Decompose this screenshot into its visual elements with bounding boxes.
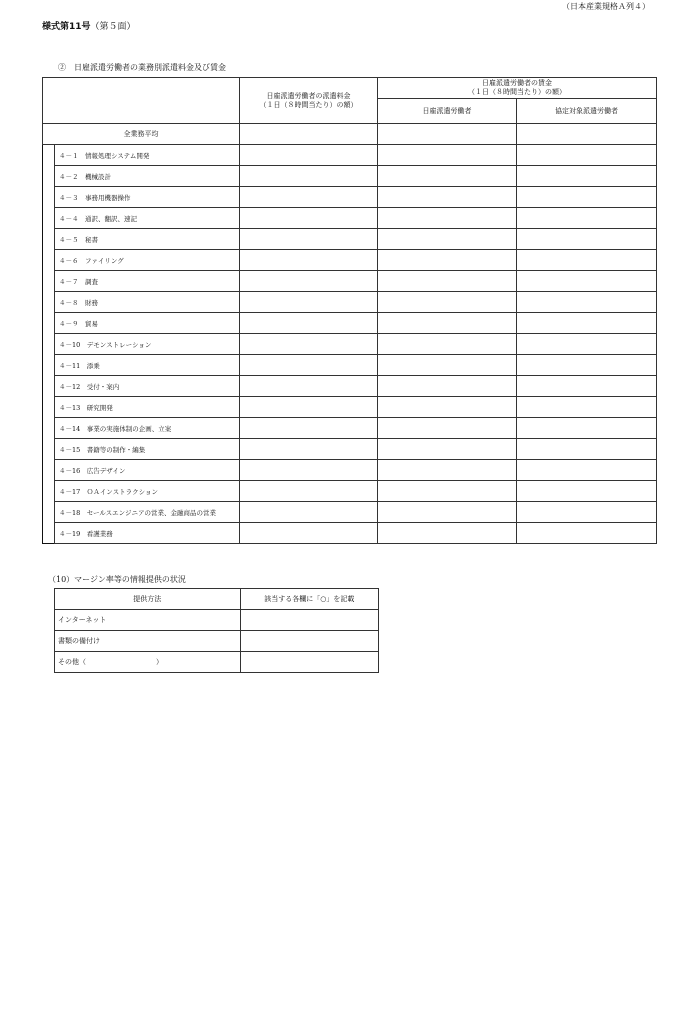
all-average-label: 全業務平均 [43, 124, 240, 145]
wage-header-line1: 日雇派遣労働者の賃金 [482, 79, 552, 88]
fee-cell[interactable] [240, 208, 378, 229]
wage-daily-cell[interactable] [378, 523, 517, 544]
wage-daily-cell[interactable] [378, 376, 517, 397]
margin-info-table [54, 588, 379, 673]
wage-agreement-cell[interactable] [517, 250, 657, 271]
fee-cell[interactable] [240, 397, 378, 418]
table-row [43, 334, 657, 355]
wage-agreement-cell[interactable] [517, 124, 657, 145]
wage-agreement-cell[interactable] [517, 376, 657, 397]
wage-agreement-cell[interactable] [517, 502, 657, 523]
job-label: ４－19 看護業務 [55, 523, 240, 544]
wage-agreement-cell[interactable] [517, 313, 657, 334]
fee-cell[interactable] [240, 418, 378, 439]
job-label: ４－15 書籍等の制作・編集 [55, 439, 240, 460]
mark-cell[interactable] [240, 610, 378, 631]
table-row [43, 355, 657, 376]
job-label: ４－８ 財務 [55, 292, 240, 313]
table-row [43, 502, 657, 523]
fee-cell[interactable] [240, 376, 378, 397]
job-label: ４－14 事業の実施体制の企画、立案 [55, 418, 240, 439]
method-header: 提供方法 [55, 589, 241, 610]
table-row [43, 271, 657, 292]
job-label: ４－18 セールスエンジニアの営業、金融商品の営業 [55, 502, 240, 523]
wage-agreement-cell[interactable] [517, 229, 657, 250]
wage-daily-cell[interactable] [378, 481, 517, 502]
fee-header-line2: （１日（８時間当たり）の額） [259, 100, 358, 109]
table-row [43, 187, 657, 208]
job-label: ４－３ 事務用機器操作 [55, 187, 240, 208]
other-close-label: ） [156, 658, 163, 666]
fee-cell[interactable] [240, 250, 378, 271]
wage-agreement-cell[interactable] [517, 166, 657, 187]
wage-daily-cell[interactable] [378, 124, 517, 145]
wage-header-line2: （１日（８時間当たり）の額） [468, 88, 566, 96]
wage-agreement-cell[interactable] [517, 439, 657, 460]
fee-cell[interactable] [240, 460, 378, 481]
job-label: ４－９ 貿易 [55, 313, 240, 334]
job-label: ４－７ 調査 [55, 271, 240, 292]
wage-sub-header-daily: 日雇派遣労働者 [378, 99, 517, 124]
job-label: ４－13 研究開発 [55, 397, 240, 418]
wage-daily-cell[interactable] [378, 355, 517, 376]
form-number [42, 19, 136, 32]
fee-cell[interactable] [240, 334, 378, 355]
wage-agreement-cell[interactable] [517, 271, 657, 292]
fee-cell[interactable] [240, 502, 378, 523]
form-number-label: 様式第11号 [42, 22, 91, 32]
job-label: ４－17 ＯＡインストラクション [55, 481, 240, 502]
fee-cell[interactable] [240, 439, 378, 460]
table-row [43, 481, 657, 502]
fee-cell[interactable] [240, 355, 378, 376]
table-row [43, 439, 657, 460]
mark-header: 該当する各欄に「○」を記載 [240, 589, 378, 610]
method-internet: インターネット [55, 610, 241, 631]
method-documents: 書類の備付け [55, 631, 241, 652]
wage-daily-cell[interactable] [378, 187, 517, 208]
other-open-label: その他（ [58, 658, 86, 666]
wage-agreement-cell[interactable] [517, 187, 657, 208]
wage-daily-cell[interactable] [378, 145, 517, 166]
wage-agreement-cell[interactable] [517, 355, 657, 376]
fee-header [240, 78, 378, 124]
job-label: ４－16 広告デザイン [55, 460, 240, 481]
job-label: ４－５ 秘書 [55, 229, 240, 250]
table-row [43, 229, 657, 250]
job-label: ４－６ ファイリング [55, 250, 240, 271]
table-row [43, 418, 657, 439]
wage-daily-cell[interactable] [378, 334, 517, 355]
table-row [43, 166, 657, 187]
header-blank-cell [43, 78, 240, 124]
table-row [55, 589, 379, 610]
section10-title: （10）マージン率等の情報提供の状況 [48, 575, 186, 584]
fee-cell[interactable] [240, 481, 378, 502]
table-row [55, 610, 379, 631]
wage-daily-cell[interactable] [378, 208, 517, 229]
wage-daily-cell[interactable] [378, 250, 517, 271]
job-label: ４－１ 情報処理システム開発 [55, 145, 240, 166]
wage-header [378, 78, 657, 99]
job-label: ４－２ 機械設計 [55, 166, 240, 187]
job-label: ４－11 添乗 [55, 355, 240, 376]
mark-cell[interactable] [240, 652, 378, 673]
method-other [55, 652, 241, 673]
table-row [43, 208, 657, 229]
job-label: ４－10 デモンストレーション [55, 334, 240, 355]
fee-cell[interactable] [240, 124, 378, 145]
fee-cell[interactable] [240, 145, 378, 166]
wage-agreement-cell[interactable] [517, 460, 657, 481]
wage-daily-cell[interactable] [378, 271, 517, 292]
fee-cell[interactable] [240, 523, 378, 544]
wage-daily-cell[interactable] [378, 502, 517, 523]
section2-title: ② 日雇派遣労働者の業務別派遣料金及び賃金 [58, 63, 226, 72]
table-row [43, 292, 657, 313]
fee-cell[interactable] [240, 292, 378, 313]
fee-cell[interactable] [240, 166, 378, 187]
mark-cell[interactable] [240, 631, 378, 652]
job-label: ４－４ 通訳、翻訳、速記 [55, 208, 240, 229]
wage-agreement-cell[interactable] [517, 145, 657, 166]
table-row [43, 523, 657, 544]
table-row [43, 460, 657, 481]
fee-cell[interactable] [240, 187, 378, 208]
indent-column [43, 145, 55, 544]
wage-daily-cell[interactable] [378, 418, 517, 439]
fee-header-line1: 日雇派遣労働者の派遣料金 [266, 91, 351, 100]
wage-agreement-cell[interactable] [517, 208, 657, 229]
wage-daily-cell[interactable] [378, 292, 517, 313]
wage-agreement-cell[interactable] [517, 292, 657, 313]
wage-agreement-cell[interactable] [517, 418, 657, 439]
fee-cell[interactable] [240, 229, 378, 250]
fee-cell[interactable] [240, 313, 378, 334]
table-row [43, 313, 657, 334]
wage-agreement-cell[interactable] [517, 397, 657, 418]
fee-cell[interactable] [240, 271, 378, 292]
wage-daily-cell[interactable] [378, 313, 517, 334]
table-row [43, 250, 657, 271]
table-row [55, 631, 379, 652]
wage-sub-header-agreement: 協定対象派遣労働者 [517, 99, 657, 124]
page-note: （第５面） [90, 22, 136, 32]
standard-size-note: （日本産業規格Ａ列４） [562, 2, 650, 11]
wage-agreement-cell[interactable] [517, 523, 657, 544]
job-label: ４－12 受付・案内 [55, 376, 240, 397]
wage-agreement-cell[interactable] [517, 334, 657, 355]
table-row [55, 652, 379, 673]
wage-daily-cell[interactable] [378, 229, 517, 250]
wage-daily-cell[interactable] [378, 166, 517, 187]
table-row [43, 397, 657, 418]
table-row [43, 376, 657, 397]
wage-daily-cell[interactable] [378, 439, 517, 460]
wage-daily-cell[interactable] [378, 460, 517, 481]
wage-daily-cell[interactable] [378, 397, 517, 418]
wage-agreement-cell[interactable] [517, 481, 657, 502]
table-row [43, 145, 657, 166]
wage-table [42, 77, 657, 544]
